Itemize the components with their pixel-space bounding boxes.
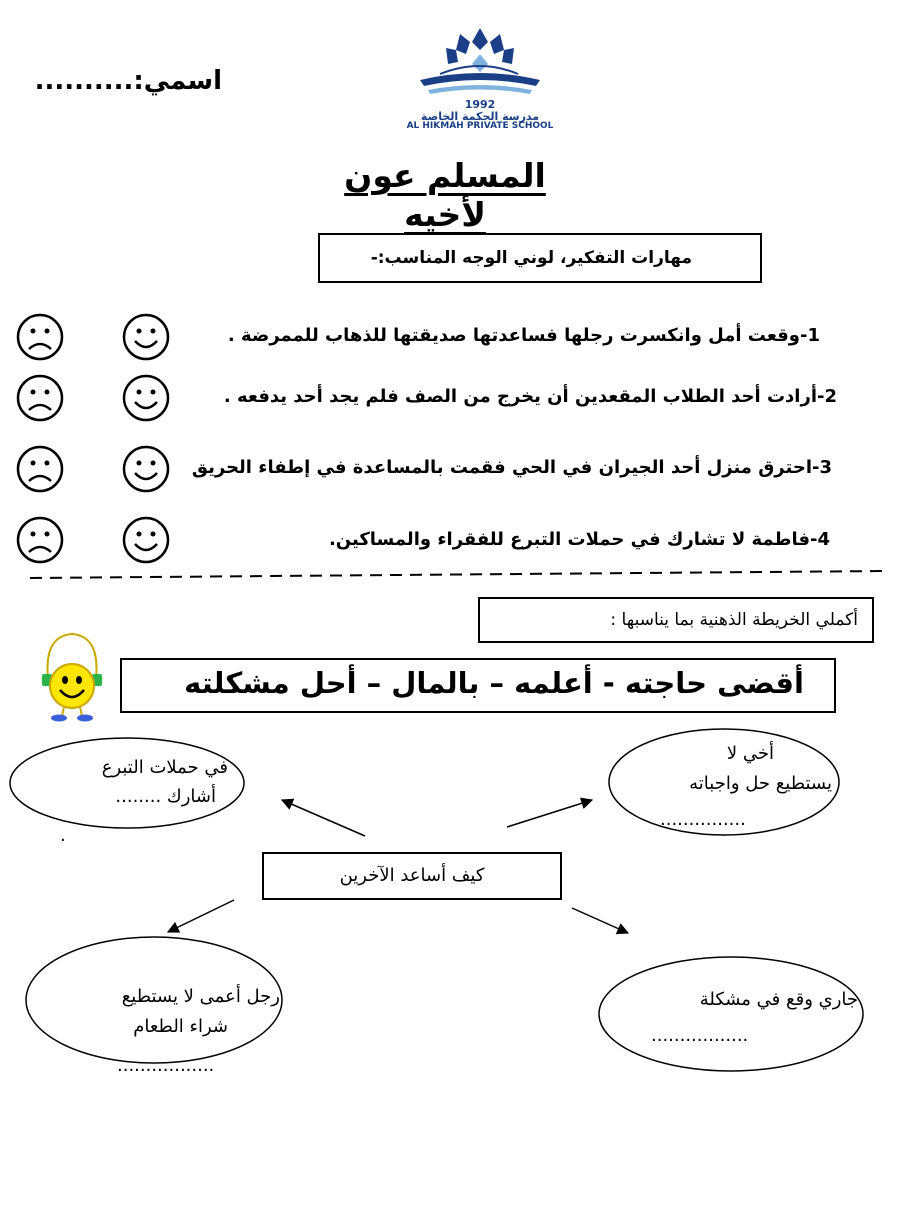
statement-2: 2-أرادت أحد الطلاب المقعدين أن يخرج من الصف فلم يجد أحد يدفعه . — [223, 386, 837, 407]
ellipse-3-answer[interactable]: ................. — [117, 1055, 215, 1076]
sad-face-icon[interactable] — [16, 516, 64, 564]
mindmap-center-box: كيف أساعد الآخرين — [262, 852, 562, 900]
logo-english-name: AL HIKMAH PRIVATE SCHOOL — [406, 121, 554, 131]
smiley-face-icon[interactable] — [122, 374, 170, 422]
jump-rope-smiley-icon — [36, 630, 108, 722]
sad-face-icon[interactable] — [16, 313, 64, 361]
logo-arabic-name: مدرسة الحكمة الخاصة — [420, 110, 540, 123]
ellipse-4-answer[interactable]: ................. — [651, 1025, 749, 1046]
ellipse-3-line-1: رجل أعمى لا يستطيع — [121, 986, 280, 1007]
statement-4: 4-فاطمة لا تشارك في حملات التبرع للفقراء والمساكين. — [328, 529, 830, 550]
mindmap-ellipse-bottom-right — [599, 957, 863, 1071]
statement-3: 3-احترق منزل أحد الجيران في الحي فقمت بالمساعدة في إطفاء الحريق — [191, 457, 832, 478]
sad-face-icon[interactable] — [16, 374, 64, 422]
mindmap-instruction-text: أكملي الخريطة الذهنية بما يناسبها : — [610, 610, 858, 630]
arrow-to-top-left — [282, 800, 365, 836]
instruction-box — [318, 233, 762, 283]
ellipse-2-line-2: يستطيع حل واجباته — [689, 773, 832, 794]
stray-mark: . — [60, 825, 66, 846]
arrow-to-top-right — [507, 800, 592, 827]
ellipse-2-answer[interactable]: ............... — [660, 809, 746, 830]
ellipse-4-line-1: جاري وقع في مشكلة — [699, 989, 858, 1010]
smiley-face-icon[interactable] — [122, 516, 170, 564]
word-bank-box — [120, 658, 836, 713]
ellipse-1-line-2[interactable]: أشارك ........ — [115, 786, 216, 807]
smiley-face-icon[interactable] — [122, 313, 170, 361]
sad-face-icon[interactable] — [16, 445, 64, 493]
arrow-to-bottom-right — [572, 908, 628, 933]
ellipse-3-line-2: شراء الطعام — [133, 1016, 228, 1037]
smiley-face-icon[interactable] — [122, 445, 170, 493]
statement-1: 1-وقعت أمل وانكسرت رجلها فساعدتها صديقتها للذهاب للممرضة . — [227, 325, 820, 346]
word-bank-text: أقضى حاجته - أعلمه – بالمال – أحل مشكلته — [184, 666, 804, 700]
ellipse-2-line-1: أخي لا — [726, 743, 774, 764]
logo-year: 1992 — [464, 98, 496, 111]
student-name-field[interactable]: اسمي:.......... — [34, 66, 222, 96]
page-title: المسلم عون لأخيه — [344, 156, 546, 234]
logo-emblem-icon — [420, 28, 540, 94]
arrow-to-bottom-left — [168, 900, 234, 932]
section-divider — [30, 568, 885, 582]
instruction-text: مهارات التفكير، لوني الوجه المناسب:- — [370, 248, 692, 268]
ellipse-1-line-1: في حملات التبرع — [101, 757, 228, 778]
mindmap-instruction-box — [478, 597, 874, 643]
